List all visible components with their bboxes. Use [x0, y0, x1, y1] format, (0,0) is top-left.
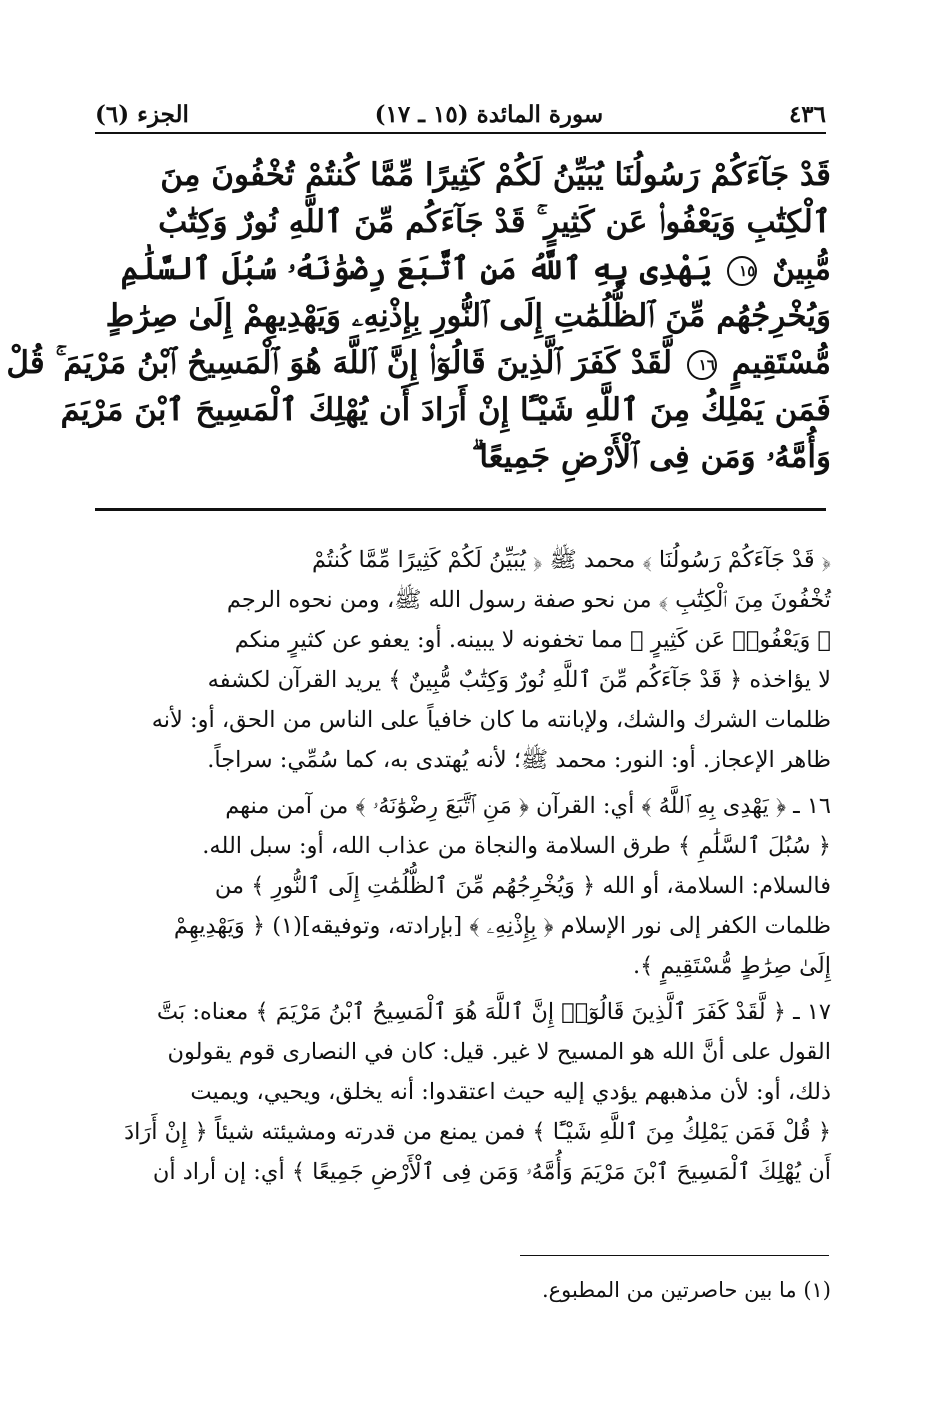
- commentary-line: ﴿ قُلْ فَمَن يَمْلِكُ مِنَ ٱللَّهِ شَيْـًٔا ﴾ فمن يمنع من قدرته ومشيئته شيئاً ﴿ إِنْ أَرَادَ: [124, 1119, 831, 1145]
- header-divider: [95, 132, 826, 134]
- quran-verses: [6, 152, 831, 497]
- commentary-line: فالسلام: السلامة، أو الله ﴿ وَيُخْرِجُهُم مِّنَ ٱلظُّلُمَٰتِ إِلَى ٱلنُّورِ ﴾ من: [214, 873, 831, 899]
- section-divider: [95, 508, 826, 511]
- commentary-line: ظاهر الإعجاز. أو: النور: محمد ﷺ؛ لأنه يُهتدى به، كما سُمِّي: سراجاً.: [207, 747, 831, 773]
- verse-line: مُّبِينٌ ١٥ يَهْدِى بِهِ ٱللَّهُ مَنِ ٱتَّبَعَ رِضْوَٰنَهُۥ سُبُلَ ٱلسَّلَٰمِ: [120, 251, 831, 287]
- commentary-paragraph-15: [98, 540, 831, 780]
- commentary-line: ﴿ قَدْ جَآءَكُمْ رَسُولُنَا ﴾ محمد ﷺ ﴿ يُبَيِّنُ لَكُمْ كَثِيرًا مِّمَّا كُنتُمْ: [312, 547, 831, 573]
- commentary-line: أَن يُهْلِكَ ٱلْمَسِيحَ ٱبْنَ مَرْيَمَ وَأُمَّهُۥ وَمَن فِى ٱلْأَرْضِ جَمِيعًا ﴾ أي: إن أراد أن: [152, 1159, 831, 1185]
- commentary-line: تُخْفُونَ مِنَ ٱلْكِتَٰبِ ﴾ من نحو صفة رسول الله ﷺ، ومن نحوه الرجم: [226, 587, 831, 613]
- commentary-line: إِلَىٰ صِرَٰطٍ مُّسْتَقِيمٍ ﴾.: [632, 953, 831, 979]
- footnote: (١) ما بين حاصرتين من المطبوع.: [541, 1278, 831, 1302]
- commentary-paragraph-16: [98, 786, 831, 986]
- verse-line: وَأُمَّهُۥ وَمَن فِى ٱلْأَرْضِ جَمِيعًا ۗ: [471, 439, 831, 475]
- page-header: [95, 88, 826, 128]
- footnote-divider: [520, 1255, 829, 1256]
- verse-line: فَمَن يَمْلِكُ مِنَ ٱللَّهِ شَيْـًٔا إِنْ أَرَادَ أَن يُهْلِكَ ٱلْمَسِيحَ ٱبْنَ مَرْيَمَ: [60, 392, 831, 428]
- commentary-line: ﴿ وَيَعْفُوا۟ عَن كَثِيرٍ ﴾ مما تخفونه لا يبينه. أو: يعفو عن كثيرٍ منكم: [234, 627, 831, 653]
- commentary-line: ١٦ ـ ﴿ يَهْدِى بِهِ ٱللَّهُ ﴾ أي: القرآن ﴿ مَنِ ٱتَّبَعَ رِضْوَٰنَهُۥ ﴾ من آمن منهم: [225, 793, 831, 819]
- juz-label: الجزء (٦): [95, 101, 189, 128]
- surah-title: سورة المائدة (١٥ ـ ١٧): [374, 101, 604, 128]
- verse-line: وَيُخْرِجُهُم مِّنَ ٱلظُّلُمَٰتِ إِلَى ٱلنُّورِ بِإِذْنِهِۦ وَيَهْدِيهِمْ إِلَىٰ صِرَٰطٍ: [105, 298, 831, 334]
- verse-line: ٱلْكِتَٰبِ وَيَعْفُوا۟ عَن كَثِيرٍ ۚ قَدْ جَآءَكُم مِّنَ ٱللَّهِ نُورٌ وَكِتَٰبٌ: [158, 204, 831, 240]
- commentary-line: لا يؤاخذه ﴿ قَدْ جَآءَكُم مِّنَ ٱللَّهِ نُورٌ وَكِتَٰبٌ مُّبِينٌ ﴾ يريد القرآن لكشفه: [207, 667, 831, 693]
- commentary-line: ظلمات الشرك والشك، ولإبانته ما كان خافياً على الناس من الحق، أو: لأنه: [151, 707, 831, 733]
- verse-line: مُّسْتَقِيمٍ ١٦ لَّقَدْ كَفَرَ ٱلَّذِينَ قَالُوٓا۟ إِنَّ ٱللَّهَ هُوَ ٱلْمَسِيحُ ٱبْنُ مَرْيَمَ ۚ قُلْ: [6, 345, 831, 381]
- verse-number-marker: ١٥: [727, 256, 757, 286]
- commentary-paragraph-17: [98, 992, 831, 1192]
- commentary-line: ظلمات الكفر إلى نور الإسلام ﴿ بِإِذْنِهِۦ ﴾ [بإرادته، وتوفيقه](١) ﴿ وَيَهْدِيهِمْ: [173, 913, 831, 939]
- page-number: ٤٣٦: [788, 101, 826, 128]
- commentary-line: ﴿ سُبُلَ ٱلسَّلَٰمِ ﴾ طرق السلامة والنجاة من عذاب الله، أو: سبل الله.: [202, 833, 831, 859]
- verse-line: قَدْ جَآءَكُمْ رَسُولُنَا يُبَيِّنُ لَكُمْ كَثِيرًا مِّمَّا كُنتُمْ تُخْفُونَ مِنَ: [160, 157, 831, 193]
- commentary-line: القول على أنَّ الله هو المسيح لا غير. قيل: كان في النصارى قوم يقولون: [167, 1039, 831, 1065]
- verse-number-marker: ١٦: [687, 350, 717, 380]
- commentary-line: ١٧ ـ ﴿ لَّقَدْ كَفَرَ ٱلَّذِينَ قَالُوٓا۟ إِنَّ ٱللَّهَ هُوَ ٱلْمَسِيحُ ٱبْنُ مَرْيَمَ ﴾ معناه: بَتَّ: [156, 999, 831, 1025]
- commentary-line: ذلك، أو: لأن مذهبهم يؤدي إليه حيث اعتقدوا: أنه يخلق، ويحيي، ويميت: [190, 1079, 831, 1105]
- tafsir-commentary: [98, 540, 831, 1198]
